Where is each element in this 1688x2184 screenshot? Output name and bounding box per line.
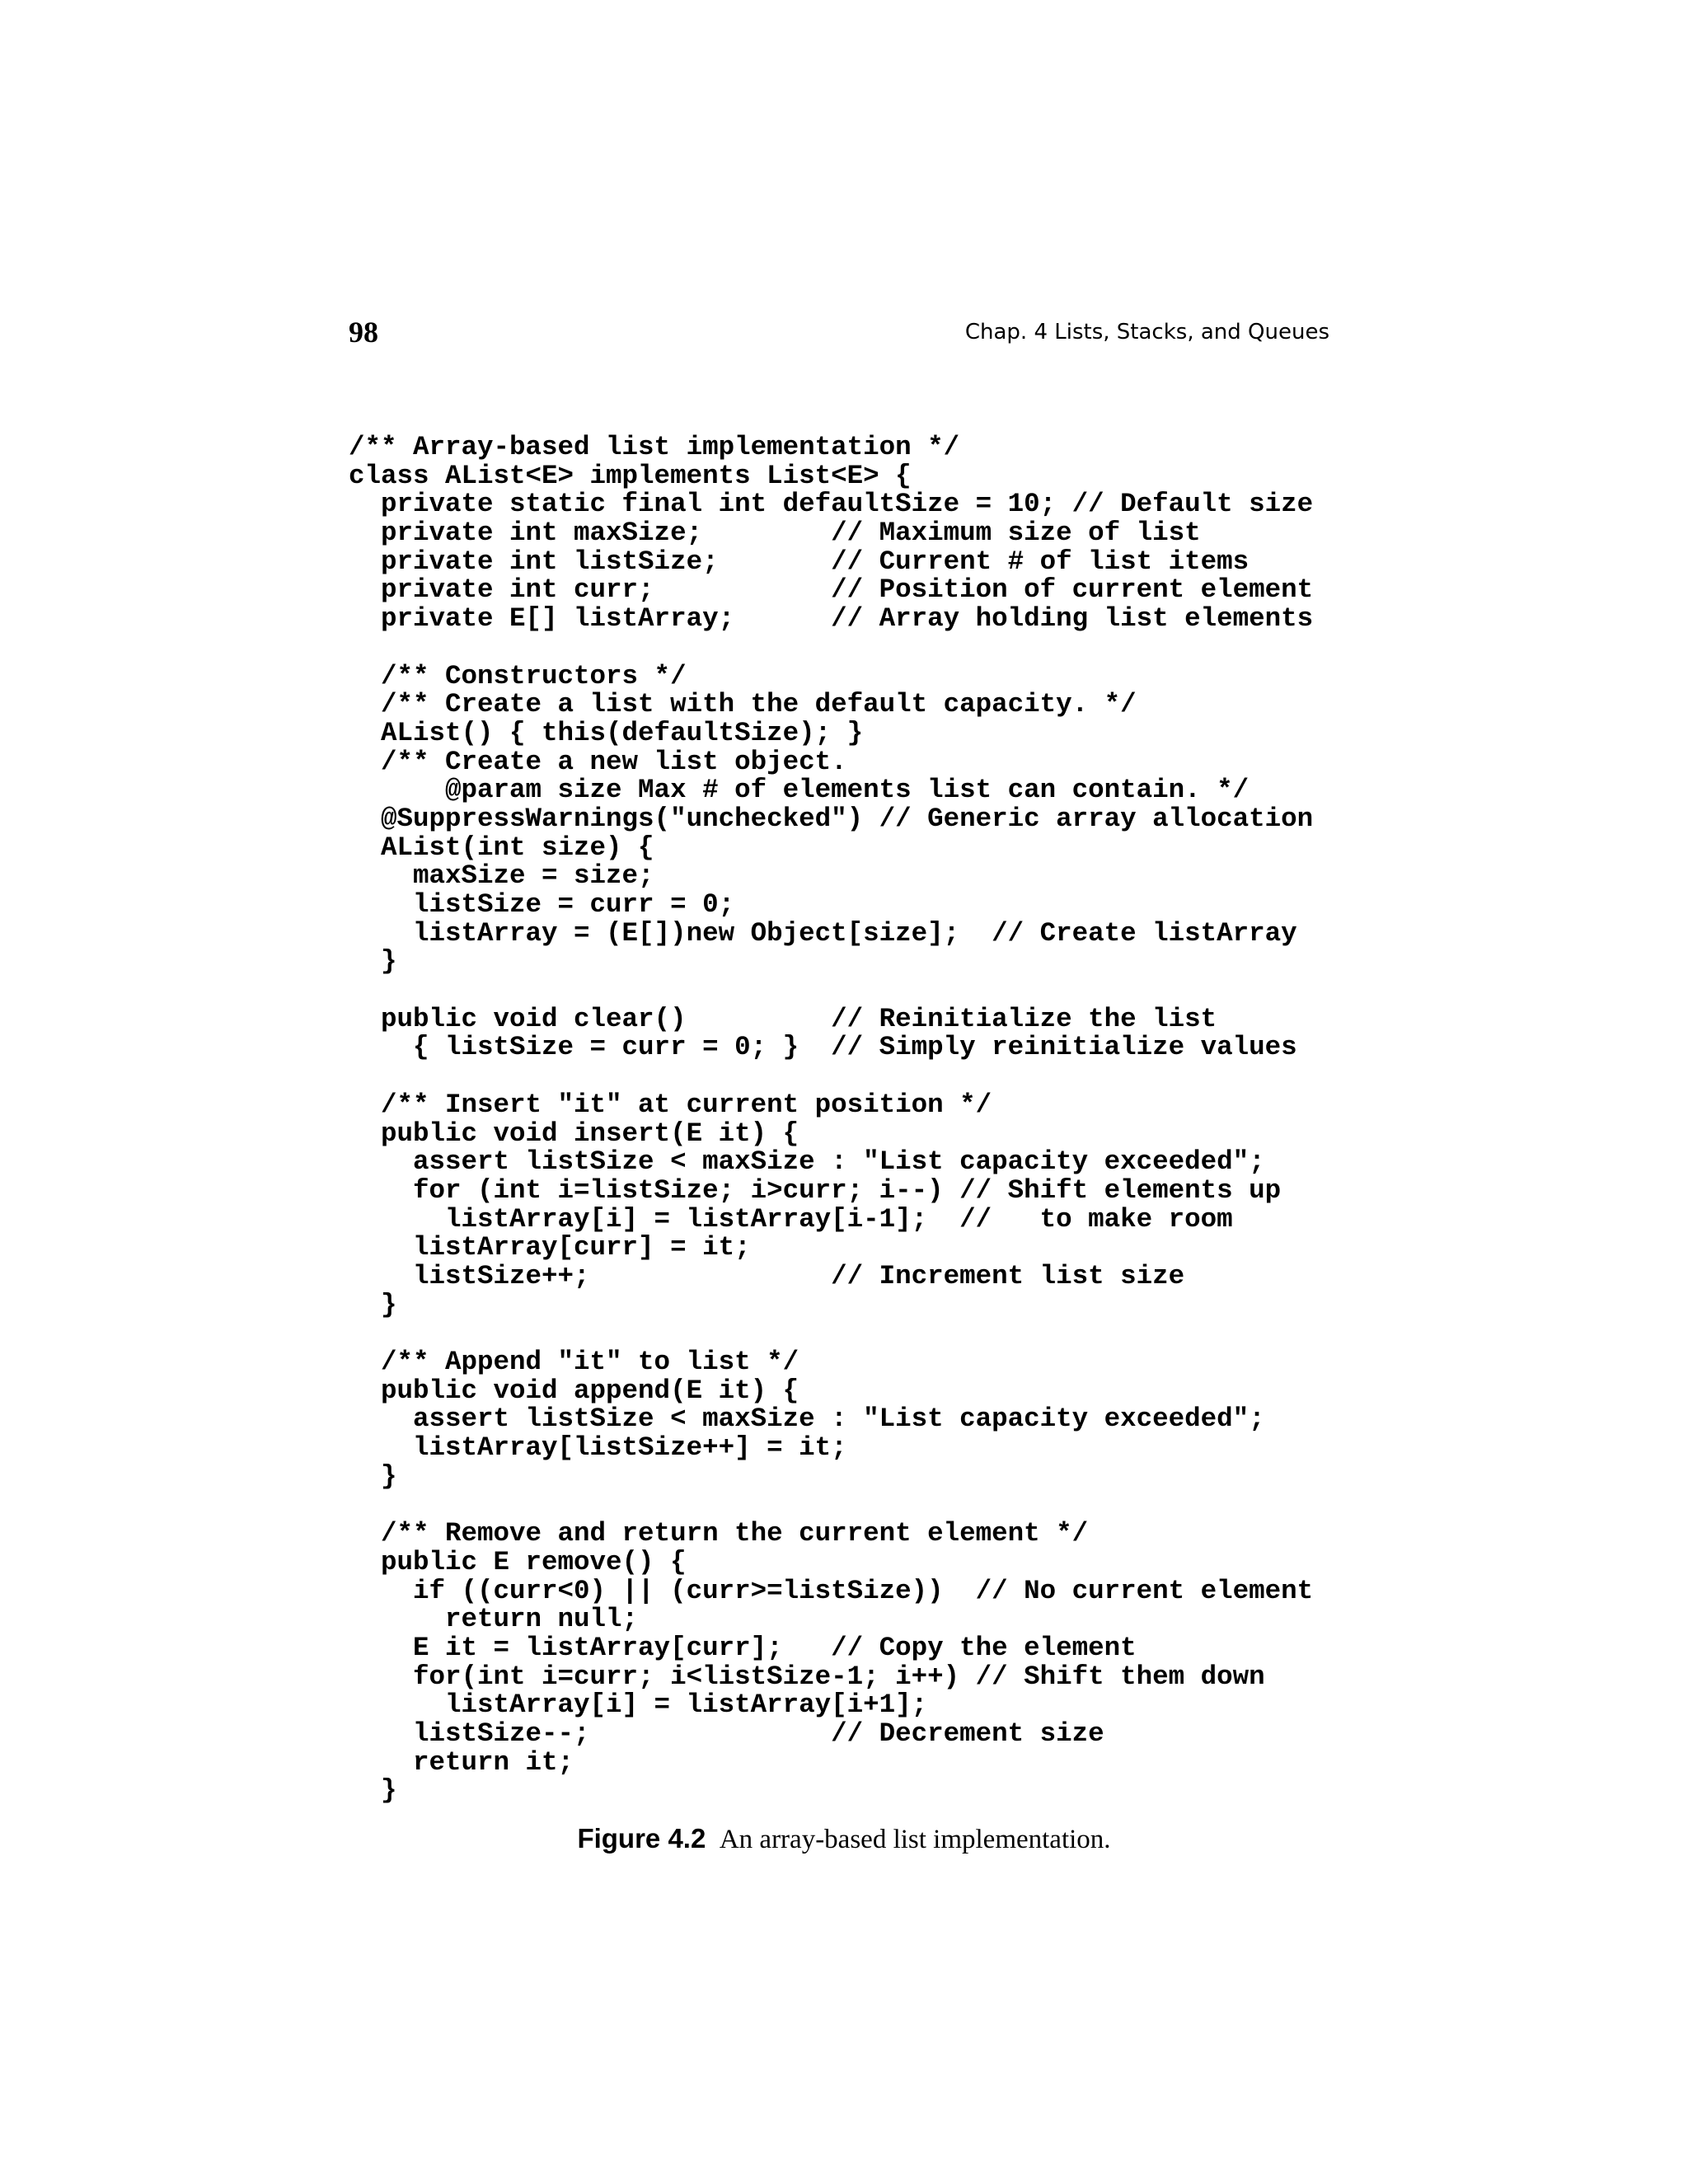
code-line: listArray[listSize++] = it;	[349, 1432, 847, 1464]
code-line	[349, 1319, 1313, 1348]
code-line: public void append(E it) {	[349, 1375, 799, 1406]
code-line: class AList<E> implements List<E> {	[349, 460, 912, 491]
code-line: /** Create a new list object.	[349, 746, 847, 777]
code-line: listArray[i] = listArray[i-1]; // to make room	[349, 1203, 1233, 1235]
code-listing	[349, 434, 1313, 1806]
code-line: /** Array-based list implementation */	[349, 432, 960, 462]
code-line: /** Insert "it" at current position */	[349, 1089, 992, 1120]
code-line: listArray = (E[])new Object[size]; // Create listArray	[349, 917, 1297, 949]
code-line: AList(int size) {	[349, 832, 654, 863]
code-line: /** Remove and return the current element */	[349, 1518, 1089, 1549]
code-line: for(int i=curr; i<listSize-1; i++) // Shift them down	[349, 1661, 1265, 1692]
code-line: listSize++; // Increment list size	[349, 1260, 1185, 1291]
code-line: private int maxSize; // Maximum size of list	[349, 518, 1201, 549]
code-line: listSize--; // Decrement size	[349, 1718, 1104, 1749]
code-line: @SuppressWarnings("unchecked") // Generic array allocation	[349, 803, 1314, 834]
code-line: private int curr; // Position of current element	[349, 574, 1314, 606]
code-line: { listSize = curr = 0; } // Simply reinitialize values	[349, 1032, 1297, 1063]
code-line: maxSize = size;	[349, 860, 654, 892]
code-line: @param size Max # of elements list can contain. */	[349, 775, 1250, 806]
code-line: }	[349, 1775, 397, 1807]
code-line: return null;	[349, 1604, 639, 1635]
code-line	[349, 977, 1313, 1005]
figure-caption-text: An array-based list implementation.	[719, 1825, 1111, 1854]
code-line: listSize = curr = 0;	[349, 889, 735, 920]
figure-label: Figure 4.2	[577, 1823, 706, 1854]
figure-caption	[0, 1825, 1688, 1854]
code-line: E it = listArray[curr]; // Copy the element	[349, 1632, 1137, 1663]
code-line: public E remove() {	[349, 1546, 687, 1577]
code-line: private E[] listArray; // Array holding list elements	[349, 603, 1314, 635]
running-head: Chap. 4 Lists, Stacks, and Queues	[964, 320, 1329, 344]
code-line	[349, 1491, 1313, 1520]
page-number: 98	[349, 316, 378, 349]
code-line: assert listSize < maxSize : "List capacity exceeded";	[349, 1404, 1265, 1435]
code-line	[349, 1062, 1313, 1091]
code-line	[349, 634, 1313, 663]
code-line: public void clear() // Reinitialize the list	[349, 1003, 1217, 1034]
code-line: for (int i=listSize; i>curr; i--) // Shift elements up	[349, 1174, 1282, 1206]
code-line: /** Append "it" to list */	[349, 1347, 799, 1377]
code-line: public void insert(E it) {	[349, 1118, 799, 1149]
code-line: }	[349, 1289, 397, 1320]
code-line: /** Create a list with the default capacity. */	[349, 689, 1137, 720]
code-line: return it;	[349, 1746, 574, 1778]
code-line: }	[349, 1460, 397, 1492]
code-line: private int listSize; // Current # of list items	[349, 546, 1250, 577]
code-line: AList() { this(defaultSize); }	[349, 717, 864, 748]
code-line: if ((curr<0) || (curr>=listSize)) // No current element	[349, 1575, 1314, 1606]
code-line: listArray[curr] = it;	[349, 1232, 751, 1263]
code-line: /** Constructors */	[349, 660, 687, 691]
code-line: }	[349, 946, 397, 977]
code-line: listArray[i] = listArray[i+1];	[349, 1690, 928, 1721]
code-line: assert listSize < maxSize : "List capacity exceeded";	[349, 1146, 1265, 1178]
code-line: private static final int defaultSize = 10; // Default size	[349, 489, 1314, 520]
